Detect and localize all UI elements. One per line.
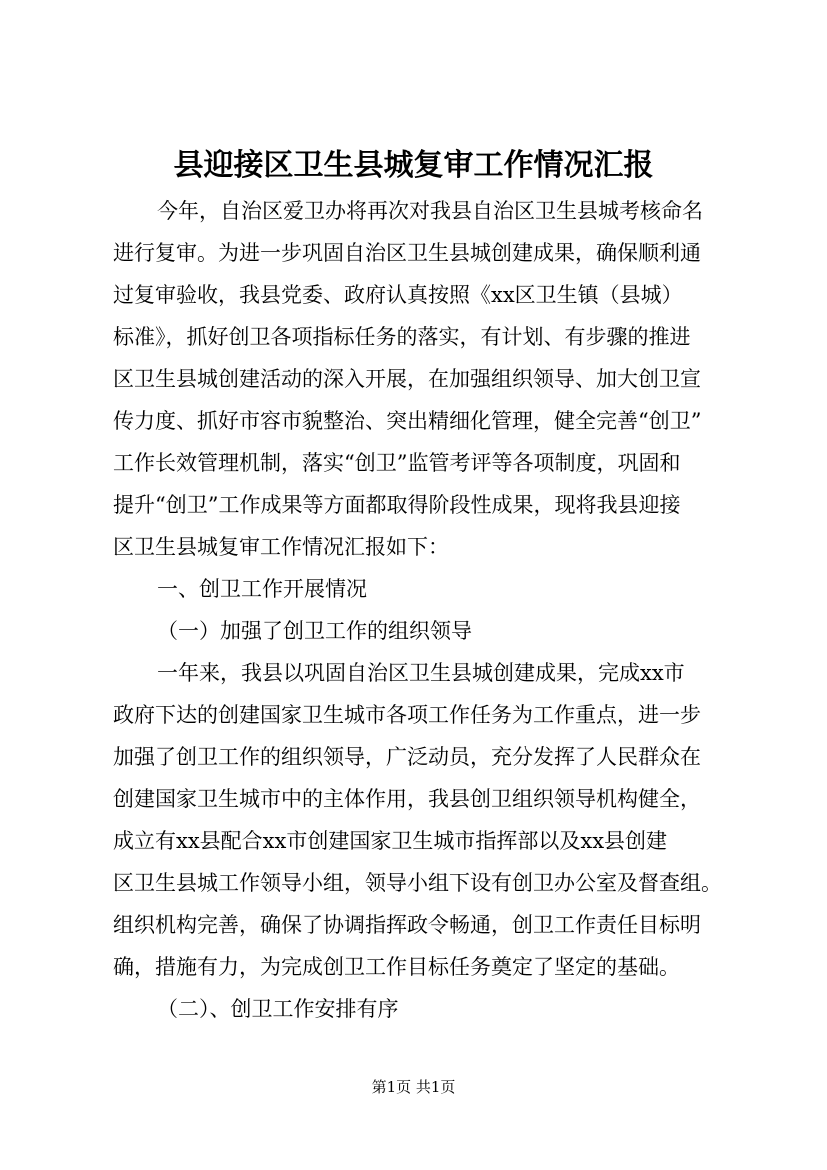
paragraph-line: 区卫生县城创建活动的深入开展，在加强组织领导、加大创卫宣 [113, 367, 701, 391]
paragraph-line: 今年，自治区爱卫办将再次对我县自治区卫生县城考核命名 [157, 199, 703, 223]
paragraph-line: 进行复审。为进一步巩固自治区卫生县城创建成果，确保顺利通 [113, 241, 701, 265]
paragraph-line: 加强了创卫工作的组织领导，广泛动员，充分发挥了人民群众在 [113, 745, 701, 769]
section-heading: 一、创卫工作开展情况 [157, 577, 367, 601]
paragraph-line: 标准》，抓好创卫各项指标任务的落实，有计划、有步骤的推进 [113, 325, 691, 349]
paragraph-line: 工作长效管理机制，落实“创卫”监管考评等各项制度，巩固和 [113, 451, 681, 475]
paragraph-line: 成立有xx县配合xx市创建国家卫生城市指挥部以及xx县创建 [113, 829, 668, 853]
paragraph-line: 过复审验收，我县党委、政府认真按照《xx区卫生镇（县城） [113, 283, 683, 307]
paragraph-line: 区卫生县城工作领导小组，领导小组下设有创卫办公室及督查组。 [113, 871, 722, 895]
paragraph-line: 确，措施有力，为完成创卫工作目标任务奠定了坚定的基础。 [113, 955, 680, 979]
paragraph-line: 区卫生县城复审工作情况汇报如下： [113, 535, 449, 559]
page-number-footer: 第1页 共1页 [371, 1078, 456, 1096]
paragraph-line: 组织机构完善，确保了协调指挥政令畅通，创卫工作责任目标明 [113, 913, 701, 937]
document-title: 县迎接区卫生县城复审工作情况汇报 [173, 148, 654, 183]
paragraph-line: 传力度、抓好市容市貌整治、突出精细化管理，健全完善“创卫” [113, 409, 702, 433]
document-body [113, 190, 743, 1030]
subsection-heading: （一）加强了创卫工作的组织领导 [157, 619, 472, 643]
paragraph-line: 一年来，我县以巩固自治区卫生县城创建成果，完成xx市 [157, 661, 685, 685]
paragraph-line: 政府下达的创建国家卫生城市各项工作任务为工作重点，进一步 [113, 703, 701, 727]
paragraph-line: 提升“创卫”工作成果等方面都取得阶段性成果，现将我县迎接 [113, 493, 681, 517]
subsection-heading: （二）、创卫工作安排有序 [157, 997, 399, 1021]
paragraph-line: 创建国家卫生城市中的主体作用，我县创卫组织领导机构健全， [113, 787, 701, 811]
